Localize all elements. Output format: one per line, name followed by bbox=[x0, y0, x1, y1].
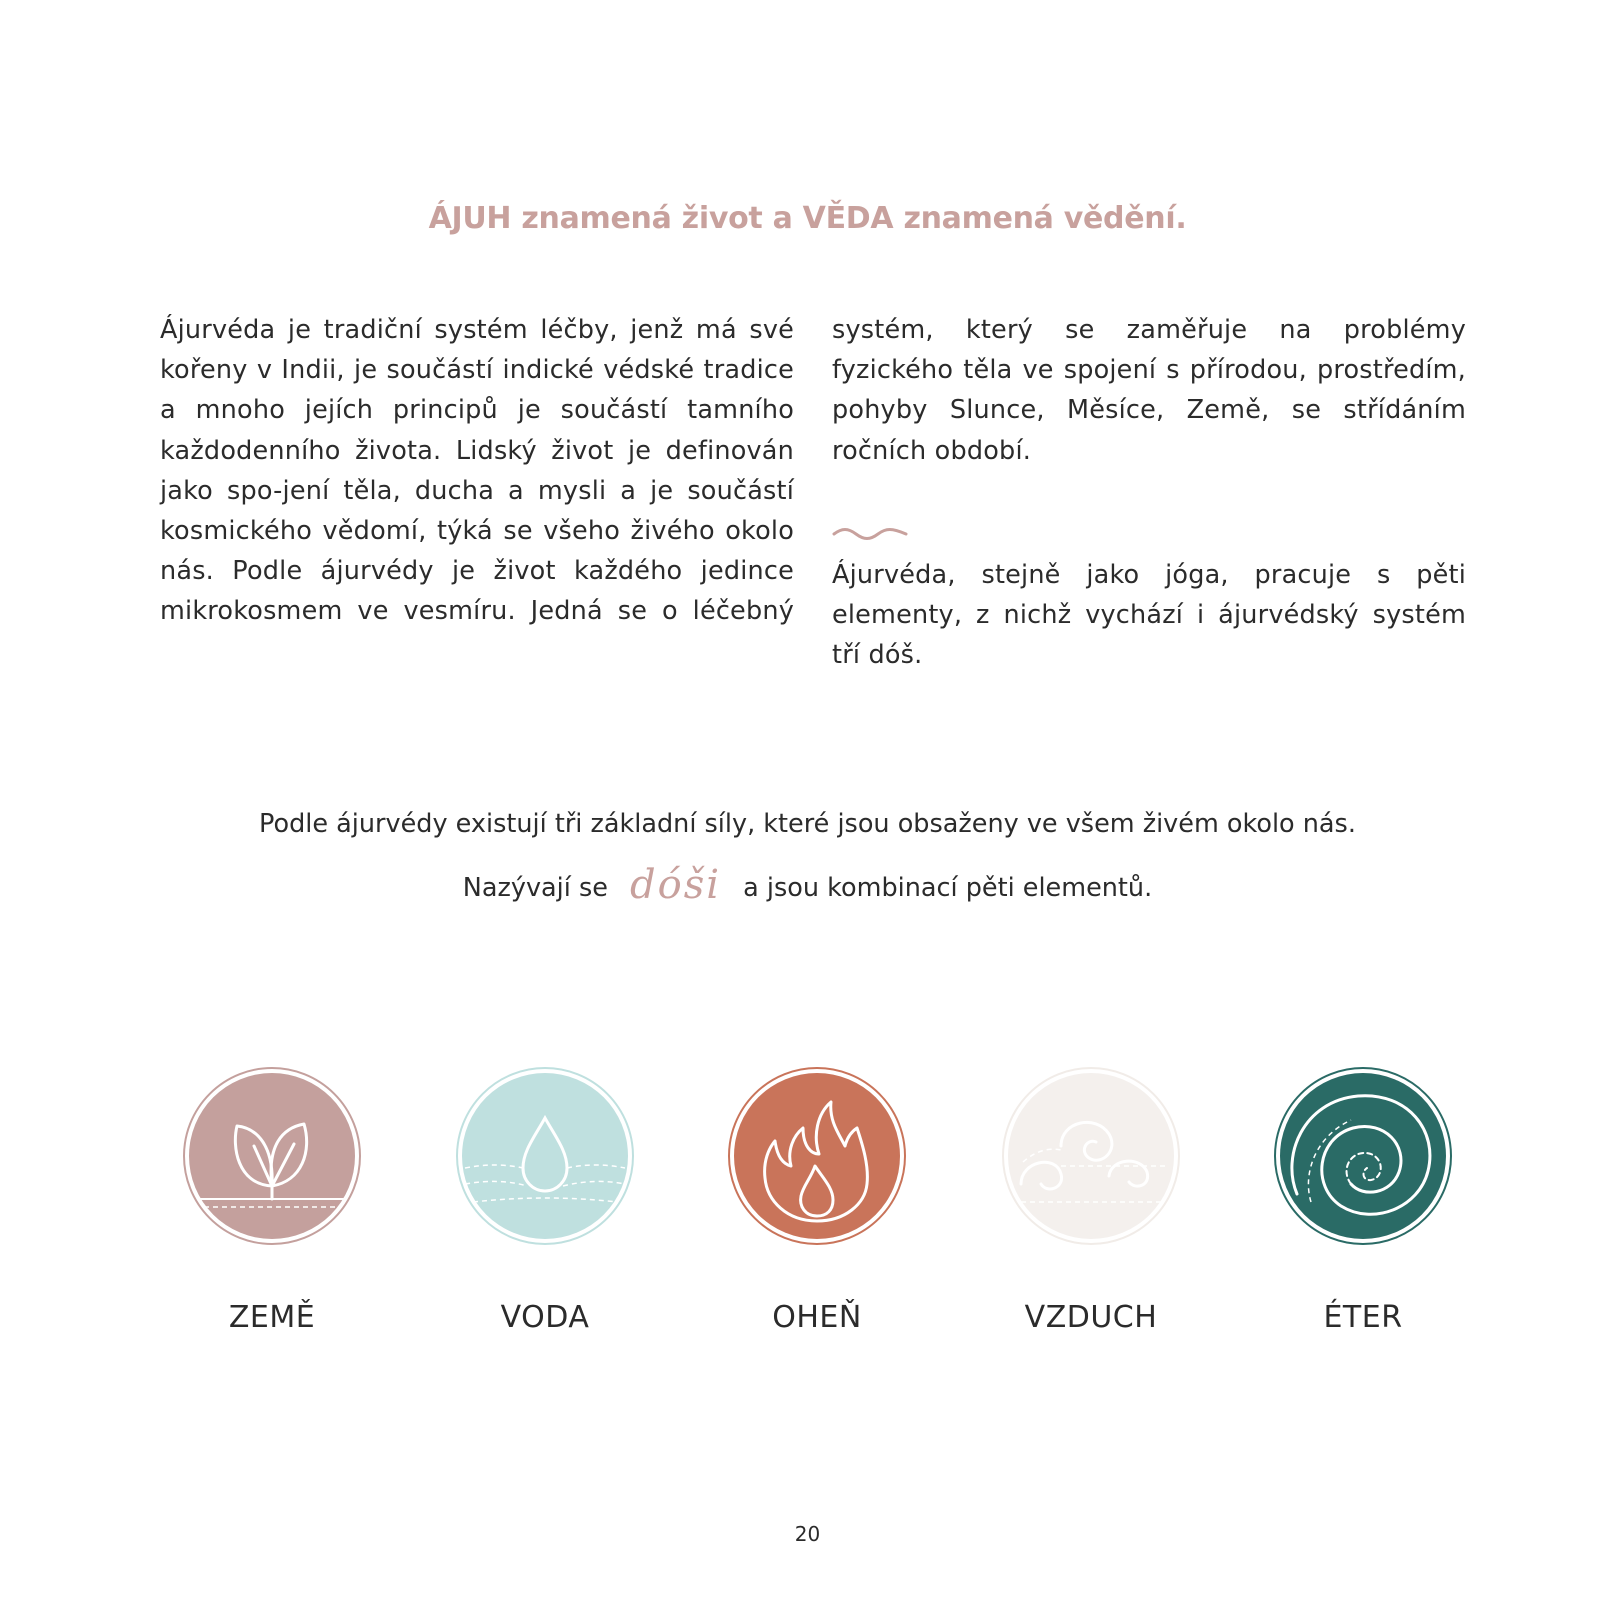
flame-icon bbox=[727, 1066, 907, 1246]
left-text-column bbox=[160, 310, 794, 632]
wind-swirl-icon bbox=[1001, 1066, 1181, 1246]
page-number: 20 bbox=[794, 1522, 821, 1546]
element-fire bbox=[727, 1066, 907, 1335]
page-heading: ÁJUH znamená život a VĚDA znamená vědění. bbox=[428, 201, 1187, 236]
left-column-paragraph: Ájurvéda je tradiční systém léčby, jenž má své kořeny v Indii, je součástí indické védské tradice a mnoho jejích principů je součástí tamního každodenního života. Lidský život je definován jako spo-jení těla, ducha a mysli a je součástí kosmického vědomí, týká se všeho živého okolo nás. Podle ájurvédy je život každého jedince mikrokosmem ve vesmíru. Jedná se o léčebný bbox=[160, 315, 794, 627]
element-water bbox=[455, 1066, 635, 1335]
intro-line-2-after: a jsou kombinací pěti elementů. bbox=[743, 873, 1153, 903]
leaf-icon bbox=[182, 1066, 362, 1246]
element-water-label: VODA bbox=[500, 1300, 590, 1335]
intro-line-2 bbox=[0, 860, 1615, 906]
element-ether bbox=[1273, 1066, 1453, 1335]
water-drop-icon bbox=[455, 1066, 635, 1246]
right-column-paragraph-1: systém, který se zaměřuje na problémy fyzického těla ve spojení s přírodou, prostředím, pohyby Slunce, Měsíce, Země, se střídáním ročních období. bbox=[832, 315, 1466, 466]
intro-line-1: Podle ájurvédy existují tři základní síly, které jsou obsaženy ve všem živém okolo nás. bbox=[259, 809, 1356, 839]
wave-divider-icon bbox=[832, 525, 908, 541]
element-air bbox=[1001, 1066, 1181, 1335]
element-ether-label: ÉTER bbox=[1323, 1300, 1403, 1335]
right-column-paragraph-2: Ájurvéda, stejně jako jóga, pracuje s pěti elementy, z nichž vychází i ájurvédský systém tří dóš. bbox=[832, 560, 1466, 671]
spiral-icon bbox=[1273, 1066, 1453, 1246]
element-fire-label: OHEŇ bbox=[772, 1300, 862, 1335]
intro-line-2-before: Nazývají se bbox=[462, 873, 608, 903]
element-earth-label: ZEMĚ bbox=[228, 1300, 316, 1335]
right-text-column bbox=[832, 310, 1466, 671]
dosi-highlight: dóši bbox=[630, 862, 722, 908]
element-air-label: VZDUCH bbox=[1024, 1300, 1158, 1335]
element-earth bbox=[182, 1066, 362, 1335]
